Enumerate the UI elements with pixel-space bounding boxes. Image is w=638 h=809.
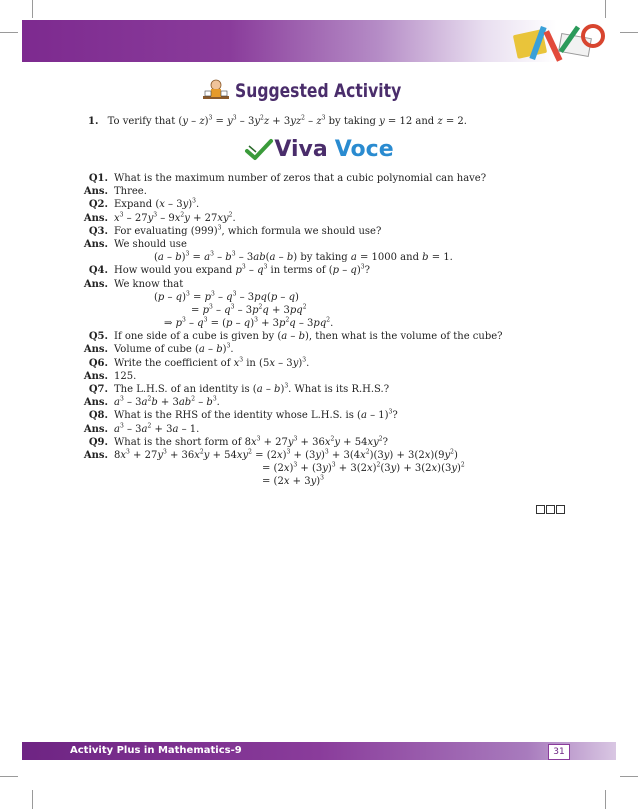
question-line [74,330,594,343]
line-text: $x^3 - 27y^3 - 9x^2y + 27xy^2$. [114,211,236,224]
line-text: $a^3 - 3a^2b + 3ab^2 - b^3$. [114,395,220,409]
line-text: $(a - b)^3 = a^3 - b^3 - 3ab(a - b)$ by taking a = 1000 and b = 1. [154,250,453,264]
answer-line [74,449,594,462]
line-label: Ans. [83,238,108,250]
end-of-section-mark [536,505,565,514]
crop-mark [0,776,18,777]
suggested-activity-heading [0,78,638,104]
line-text: For evaluating $(999)^3$, which formula we should use? [114,224,382,237]
crop-mark [605,790,606,809]
line-label: Q5. [88,331,108,343]
checkmark-icon [244,138,274,162]
book-title: Activity Plus in Mathematics-9 [70,745,242,756]
line-text: $a^3 - 3a^2 + 3a - 1$. [114,422,200,435]
line-text: Write the coefficient of $x^3$ in (5x – 3y)$^3$. [114,356,310,369]
line-text: Volume of cube (a – b)$^3$. [114,343,234,356]
line-text: If one side of a cube is given by (a – b), then what is the volume of the cube? [114,331,503,343]
line-label: Q9. [88,436,108,448]
stationery-illustration [505,22,610,64]
activity-item [88,116,467,127]
line-label: Ans. [83,449,108,461]
activity-number: 1. [88,116,99,127]
line-text: The L.H.S. of an identity is (a – b)$^3$. What is its R.H.S.? [114,382,390,395]
line-label: Ans. [83,370,108,382]
answer-line [74,185,594,198]
crop-mark [620,32,638,33]
crop-mark [620,776,638,777]
answer-line [74,396,594,409]
line-label: Q7. [88,384,108,395]
answer-line [74,212,594,225]
line-label: Ans. [83,278,108,290]
line-text: Expand (x – 3y)$^3$. [114,198,200,211]
line-label: Ans. [83,186,108,198]
question-line [74,409,594,422]
crop-mark [605,0,606,18]
continuation-line [74,462,594,475]
section-title-viva: Viva [274,137,328,162]
question-answer-list [74,172,594,489]
line-label: Ans. [83,212,108,224]
line-text: 125. [114,370,137,382]
line-text: We should use [114,238,187,250]
line-text: How would you expand $p^3 - q^3$ in terms of (p – q)$^3$? [114,263,370,277]
continuation-line [74,251,594,264]
answer-line [74,423,594,436]
answer-line [74,370,594,383]
question-line [74,172,594,185]
answer-line [74,238,594,251]
continuation-line [74,304,594,317]
line-text: ⇒ $p^3 - q^3 = (p - q)^3 + 3p^2q - 3pq^2$. [164,316,334,330]
answer-line [74,278,594,291]
continuation-line [74,475,594,488]
box-icon [546,505,555,514]
line-text: Three. [114,186,147,198]
box-icon [556,505,565,514]
question-line [74,198,594,211]
line-text: What is the short form of $8x^3 + 27y^3 + 36x^2y + 54xy^2$? [114,435,388,448]
question-line [74,436,594,449]
crop-mark [32,790,33,809]
viva-voce-heading [0,137,638,162]
crop-mark [32,0,33,18]
line-label: Q6. [88,357,108,369]
question-line [74,357,594,370]
line-text: What is the maximum number of zeros that a cubic polynomial can have? [114,173,487,184]
line-text: = $p^3 - q^3 - 3p^2q + 3pq^2$ [191,303,307,316]
line-text: $8x^3 + 27y^3 + 36x^2y + 54xy^2 = (2x)^3 + (3y)^3 + 3(4x^2)(3y) + 3(2x)(9y^2)$ [114,448,458,461]
line-text: $(p - q)^3 = p^3 - q^3 - 3pq(p - q)$ [154,290,299,303]
line-label: Ans. [83,344,108,356]
section-title-voce: Voce [334,137,394,162]
activity-text: To verify that $(y - z)^3 = y^3 - 3y^2z + 3yz^2 - z^3$ by taking y = 12 and z = 2. [107,114,467,127]
line-label: Q1. [88,173,108,184]
line-text: We know that [114,278,184,290]
continuation-line [74,317,594,330]
line-label: Ans. [83,423,108,435]
line-label: Q8. [88,410,108,422]
box-icon [536,505,545,514]
question-line [74,264,594,277]
line-label: Q4. [88,265,108,277]
line-label: Q3. [88,225,108,237]
student-reading-icon [201,78,231,104]
line-text: = $(2x)^3 + (3y)^3 + 3(2x)^2(3y) + 3(2x)(3y)^2$ [262,461,465,475]
line-label: Q2. [88,199,108,211]
page-title: Suggested Activity [234,80,401,102]
line-text: = $(2x + 3y)^3$ [262,474,324,488]
question-line [74,225,594,238]
crop-mark [0,32,18,33]
line-label: Ans. [83,397,108,409]
line-text: What is the RHS of the identity whose L.H.S. is (a – 1)$^3$? [114,409,398,422]
page-number: 31 [548,744,570,760]
answer-line [74,343,594,356]
question-line [74,383,594,396]
continuation-line [74,291,594,304]
